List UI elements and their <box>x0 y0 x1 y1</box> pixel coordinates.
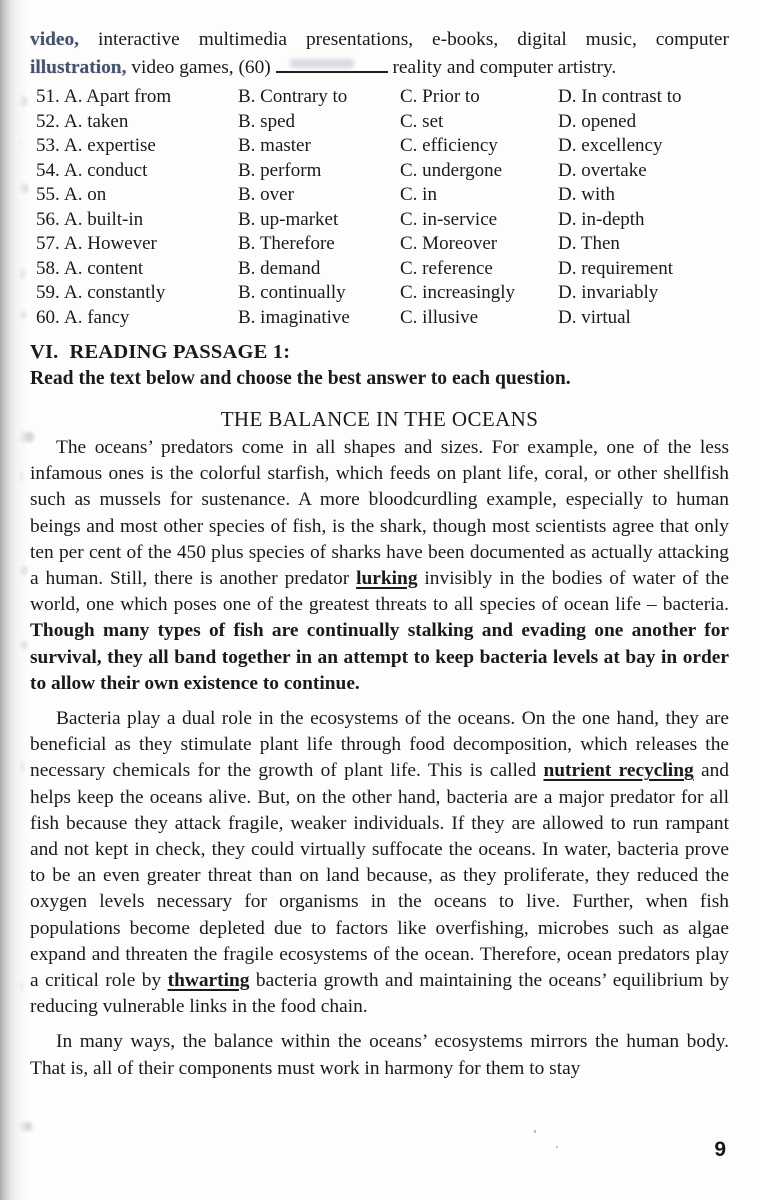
question-row <box>30 85 729 110</box>
scan-speck <box>534 1130 536 1133</box>
bleed-through-smudge <box>4 566 27 575</box>
question-number: 56. <box>36 208 60 230</box>
option-d: D. virtual <box>558 306 631 328</box>
option-d: D. with <box>558 184 615 205</box>
bleed-through-smudge <box>7 641 27 649</box>
option-d: D. in-depth <box>558 208 645 230</box>
option-c: C. illusive <box>400 306 479 328</box>
option-b: B. Therefore <box>238 233 335 254</box>
question-row <box>30 134 729 159</box>
scan-speck <box>556 1146 558 1148</box>
question-row <box>30 183 729 208</box>
question-number: 60. <box>36 306 60 328</box>
option-b: B. over <box>238 184 294 205</box>
option-a: A. However <box>64 233 157 254</box>
option-a: A. expertise <box>64 135 156 156</box>
question-number: 54. <box>36 159 60 181</box>
page-number: 9 <box>714 1138 726 1161</box>
question-list <box>30 85 729 330</box>
question-number: 52. <box>36 110 60 132</box>
passage-paragraph-3: In many ways, the balance within the oceans’ ecosystems mirrors the human body. That is, all of their components must work in harmony for them to stay <box>30 1031 729 1079</box>
option-d: D. Then <box>558 233 620 254</box>
passage-title: THE BALANCE IN THE OCEANS <box>220 407 539 431</box>
option-d: D. In contrast to <box>558 86 682 107</box>
option-a: A. on <box>64 184 107 205</box>
option-b: B. perform <box>238 159 322 181</box>
bleed-through-smudge <box>1 269 25 279</box>
option-b: B. demand <box>238 257 321 279</box>
bleed-through-smudge <box>2 227 20 236</box>
bleed-through-smudge <box>1 527 19 536</box>
option-c: C. in-service <box>400 208 498 230</box>
option-a: A. Apart from <box>64 86 172 107</box>
option-c: C. Moreover <box>400 233 498 254</box>
reading-passage <box>30 435 729 1082</box>
option-a: A. built-in <box>64 208 144 230</box>
option-a: A. content <box>64 257 144 279</box>
question-number: 55. <box>36 184 60 205</box>
option-c: C. efficiency <box>400 135 498 156</box>
option-b: B. imaginative <box>238 306 350 328</box>
option-b: B. Contrary to <box>238 86 348 107</box>
option-c: C. in <box>400 184 437 205</box>
option-a: A. conduct <box>64 159 148 181</box>
bleed-through-smudge <box>2 472 23 481</box>
option-a: A. taken <box>64 110 129 132</box>
option-d: D. overtake <box>558 159 647 181</box>
option-c: C. Prior to <box>400 86 480 107</box>
bleed-through-smudge <box>5 983 23 991</box>
passage-paragraph-1: The oceans’ predators come in all shapes and sizes. For example, one of the less infamous ones is the colorful starfish, which feeds on plant life, coral, or other shellfish such as mussels for sustenance. A more bloodcurdling example, especially to human beings and most other species of fish, is the shark, though most scientists agree that only ten per cent of the 450 plus species of sharks have been documented as actually attacking a human. Still, there is another predator lurking invisibly in the bodies of water of the world, one which poses one of the greatest threats to all species of ocean life – bacteria. Though many types of fish are continually stalking and evading one another for survival, they all band together in an attempt to keep bacteria levels at bay in order to allow their own existence to continue. <box>30 437 729 694</box>
section-heading <box>30 341 729 364</box>
bleed-through-smudge <box>2 762 24 771</box>
question-row <box>30 281 729 306</box>
option-d: D. excellency <box>558 135 663 156</box>
bleed-through-smudge <box>1 138 21 147</box>
option-b: B. up-market <box>238 208 339 230</box>
option-a: A. constantly <box>64 282 166 303</box>
question-row <box>30 306 729 331</box>
question-row <box>30 110 729 135</box>
question-row <box>30 257 729 282</box>
cloze-passage-continuation: video, interactive multimedia presentations, e-books, digital music, computer illustration, video games, (60) reality and computer artistry. <box>30 29 729 78</box>
question-row <box>30 232 729 257</box>
question-row <box>30 159 729 184</box>
question-number: 59. <box>36 282 60 303</box>
option-d: D. requirement <box>558 257 674 279</box>
section-number: VI. <box>30 341 59 363</box>
option-c: C. reference <box>400 257 493 279</box>
option-c: C. set <box>400 110 444 132</box>
section-title: READING PASSAGE 1: <box>69 341 291 363</box>
bleed-through-smudge <box>3 96 27 106</box>
bleed-through-smudge <box>6 311 26 319</box>
page-spine-shadow <box>0 0 30 1200</box>
option-b: B. sped <box>238 110 295 132</box>
question-number: 58. <box>36 257 60 279</box>
bleed-through-smudge <box>9 1122 32 1131</box>
question-number: 51. <box>36 86 60 107</box>
option-c: C. increasingly <box>400 282 516 303</box>
option-b: B. continually <box>238 282 346 303</box>
passage-paragraph-2: Bacteria play a dual role in the ecosystems of the oceans. On the one hand, they are beneficial as they stimulate plant life through food decomposition, which releases the necessary chemicals for the growth of plant life. This is called nutrient recycling and helps keep the oceans alive. But, on the other hand, bacteria are a major predator for all fish because they attack fragile, weaker individuals. If they are allowed to run rampant and not kept in check, they could virtually suffocate the oceans. In water, bacteria prove to be an even greater threat than on land because, as they proliferate, they reduced the oxygen levels necessary for organisms in the oceans to live. Further, when fish populations become depleted due to factors like overfishing, microbes such as algae expand and threaten the fragile ecosystems of the ocean. Therefore, ocean predators play a critical role by thwarting bacteria growth and maintaining the oceans’ equilibrium by reducing vulnerable links in the food chain. <box>30 708 729 1018</box>
option-d: D. invariably <box>558 282 659 303</box>
question-row <box>30 208 729 233</box>
option-c: C. undergone <box>400 159 503 181</box>
question-number: 53. <box>36 135 60 156</box>
bleed-through-smudge <box>5 184 28 193</box>
option-d: D. opened <box>558 110 637 132</box>
answer-blank <box>276 55 388 73</box>
section-instruction: Read the text below and choose the best answer to each question. <box>30 368 571 389</box>
option-b: B. master <box>238 135 311 156</box>
question-number: 57. <box>36 233 60 254</box>
option-a: A. fancy <box>64 306 130 328</box>
